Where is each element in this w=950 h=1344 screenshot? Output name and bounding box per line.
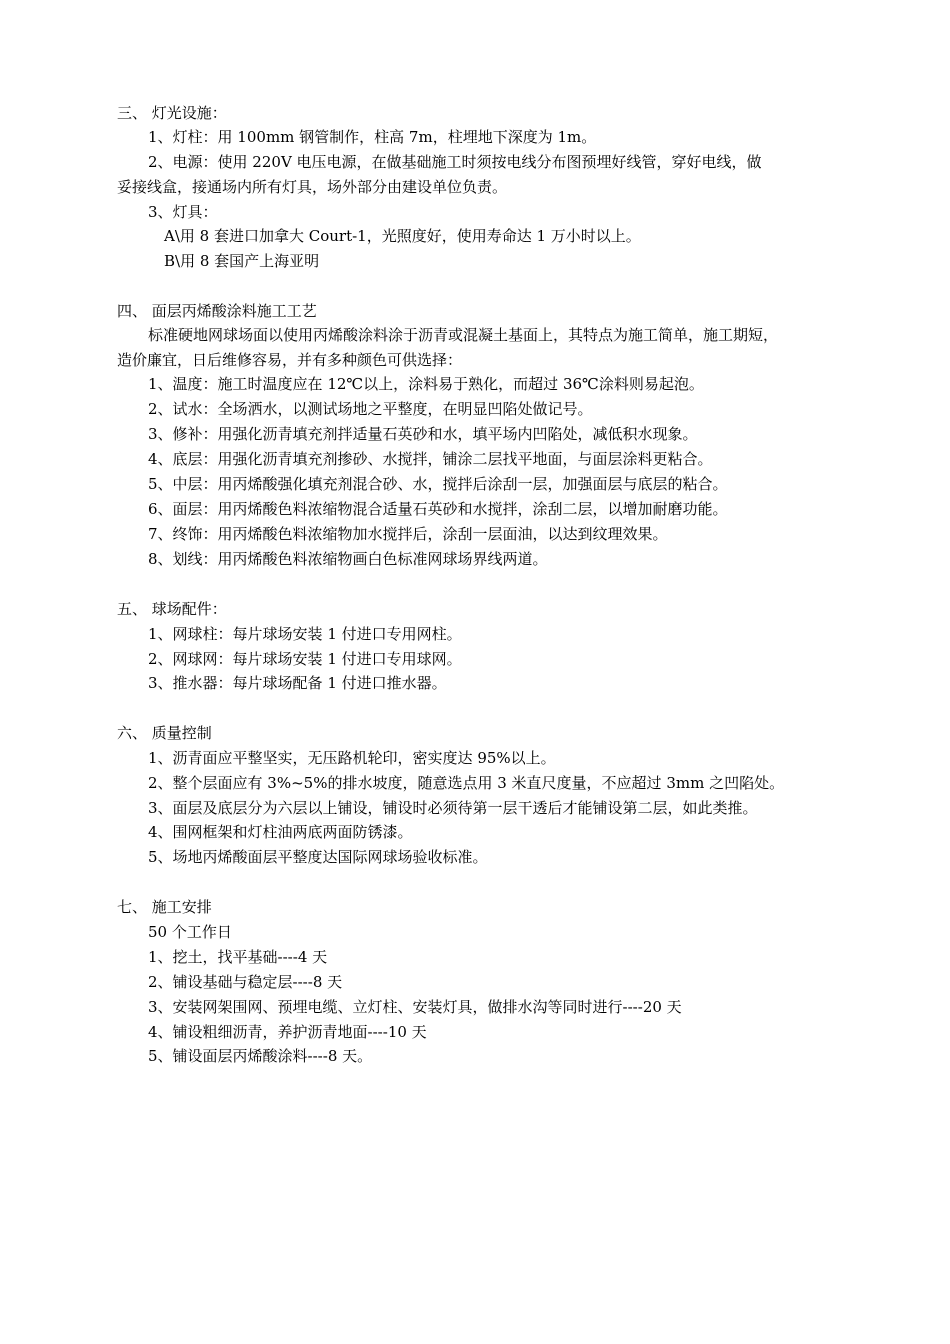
section-heading: 三、 灯光设施： bbox=[117, 104, 227, 122]
list-item: 3、推水器：每片球场配备 1 付进口推水器。 bbox=[148, 674, 447, 692]
list-item: 3、面层及底层分为六层以上铺设，铺设时必须待第一层干透后才能铺设第二层，如此类推。 bbox=[148, 799, 758, 817]
list-item: 8、划线：用丙烯酸色料浓缩物画白色标准网球场界线两道。 bbox=[148, 550, 548, 568]
section-heading: 六、 质量控制 bbox=[117, 724, 212, 742]
list-item: 1、挖土，找平基础----4 天 bbox=[148, 948, 328, 966]
list-item: 3、安装网架围网、预埋电缆、立灯柱、安装灯具，做排水沟等同时进行----20 天 bbox=[148, 998, 682, 1016]
list-item: 4、底层：用强化沥青填充剂掺砂、水搅拌，铺涂二层找平地面，与面层涂料更粘合。 bbox=[148, 450, 713, 468]
section-heading: 七、 施工安排 bbox=[117, 898, 212, 916]
paragraph-line: 3、灯具： bbox=[148, 203, 218, 221]
paragraph-line: B\用 8 套国产上海亚明 bbox=[164, 252, 320, 270]
list-item: 2、网球网：每片球场安装 1 付进口专用球网。 bbox=[148, 650, 462, 668]
paragraph-line: 标准硬地网球场面以使用丙烯酸涂料涂于沥青或混凝土基面上，其特点为施工简单，施工期短， bbox=[148, 326, 779, 344]
section-heading: 四、 面层丙烯酸涂料施工工艺 bbox=[117, 302, 317, 320]
paragraph-line: 1、灯柱：用 100mm 钢管制作，柱高 7m，柱埋地下深度为 1m。 bbox=[148, 128, 597, 146]
list-item: 3、修补：用强化沥青填充剂拌适量石英砂和水，填平场内凹陷处，减低积水现象。 bbox=[148, 425, 698, 443]
list-item: 1、温度：施工时温度应在 12℃以上，涂料易于熟化，而超过 36℃涂料则易起泡。 bbox=[148, 375, 704, 393]
list-item: 1、网球柱：每片球场安装 1 付进口专用网柱。 bbox=[148, 625, 462, 643]
list-item: 5、铺设面层丙烯酸涂料----8 天。 bbox=[148, 1047, 373, 1065]
list-item: 2、整个层面应有 3%~5%的排水坡度，随意选点用 3 米直尺度量，不应超过 3mm 之凹陷处。 bbox=[148, 774, 785, 792]
list-item: 2、试水：全场洒水，以测试场地之平整度，在明显凹陷处做记号。 bbox=[148, 400, 593, 418]
paragraph-line: 造价廉宜，日后维修容易，并有多种颜色可供选择： bbox=[117, 351, 463, 369]
paragraph-line: A\用 8 套进口加拿大 Court-1，光照度好，使用寿命达 1 万小时以上。 bbox=[164, 227, 641, 245]
list-item: 5、场地丙烯酸面层平整度达国际网球场验收标准。 bbox=[148, 848, 488, 866]
list-item: 50 个工作日 bbox=[148, 923, 232, 941]
list-item: 4、铺设粗细沥青，养护沥青地面----10 天 bbox=[148, 1023, 427, 1041]
list-item: 1、沥青面应平整坚实，无压路机轮印，密实度达 95%以上。 bbox=[148, 749, 556, 767]
list-item: 2、铺设基础与稳定层----8 天 bbox=[148, 973, 343, 991]
list-item: 5、中层：用丙烯酸强化填充剂混合砂、水，搅拌后涂刮一层，加强面层与底层的粘合。 bbox=[148, 475, 728, 493]
paragraph-line: 妥接线盒，接通场内所有灯具，场外部分由建设单位负责。 bbox=[117, 178, 508, 196]
paragraph-line: 2、电源：使用 220V 电压电源，在做基础施工时须按电线分布图预埋好线管，穿好电线，做 bbox=[148, 153, 762, 171]
list-item: 7、终饰：用丙烯酸色料浓缩物加水搅拌后，涂刮一层面油，以达到纹理效果。 bbox=[148, 525, 668, 543]
list-item: 6、面层：用丙烯酸色料浓缩物混合适量石英砂和水搅拌，涂刮二层，以增加耐磨功能。 bbox=[148, 500, 728, 518]
list-item: 4、围网框架和灯柱油两底两面防锈漆。 bbox=[148, 823, 413, 841]
section-heading: 五、 球场配件： bbox=[117, 600, 227, 618]
